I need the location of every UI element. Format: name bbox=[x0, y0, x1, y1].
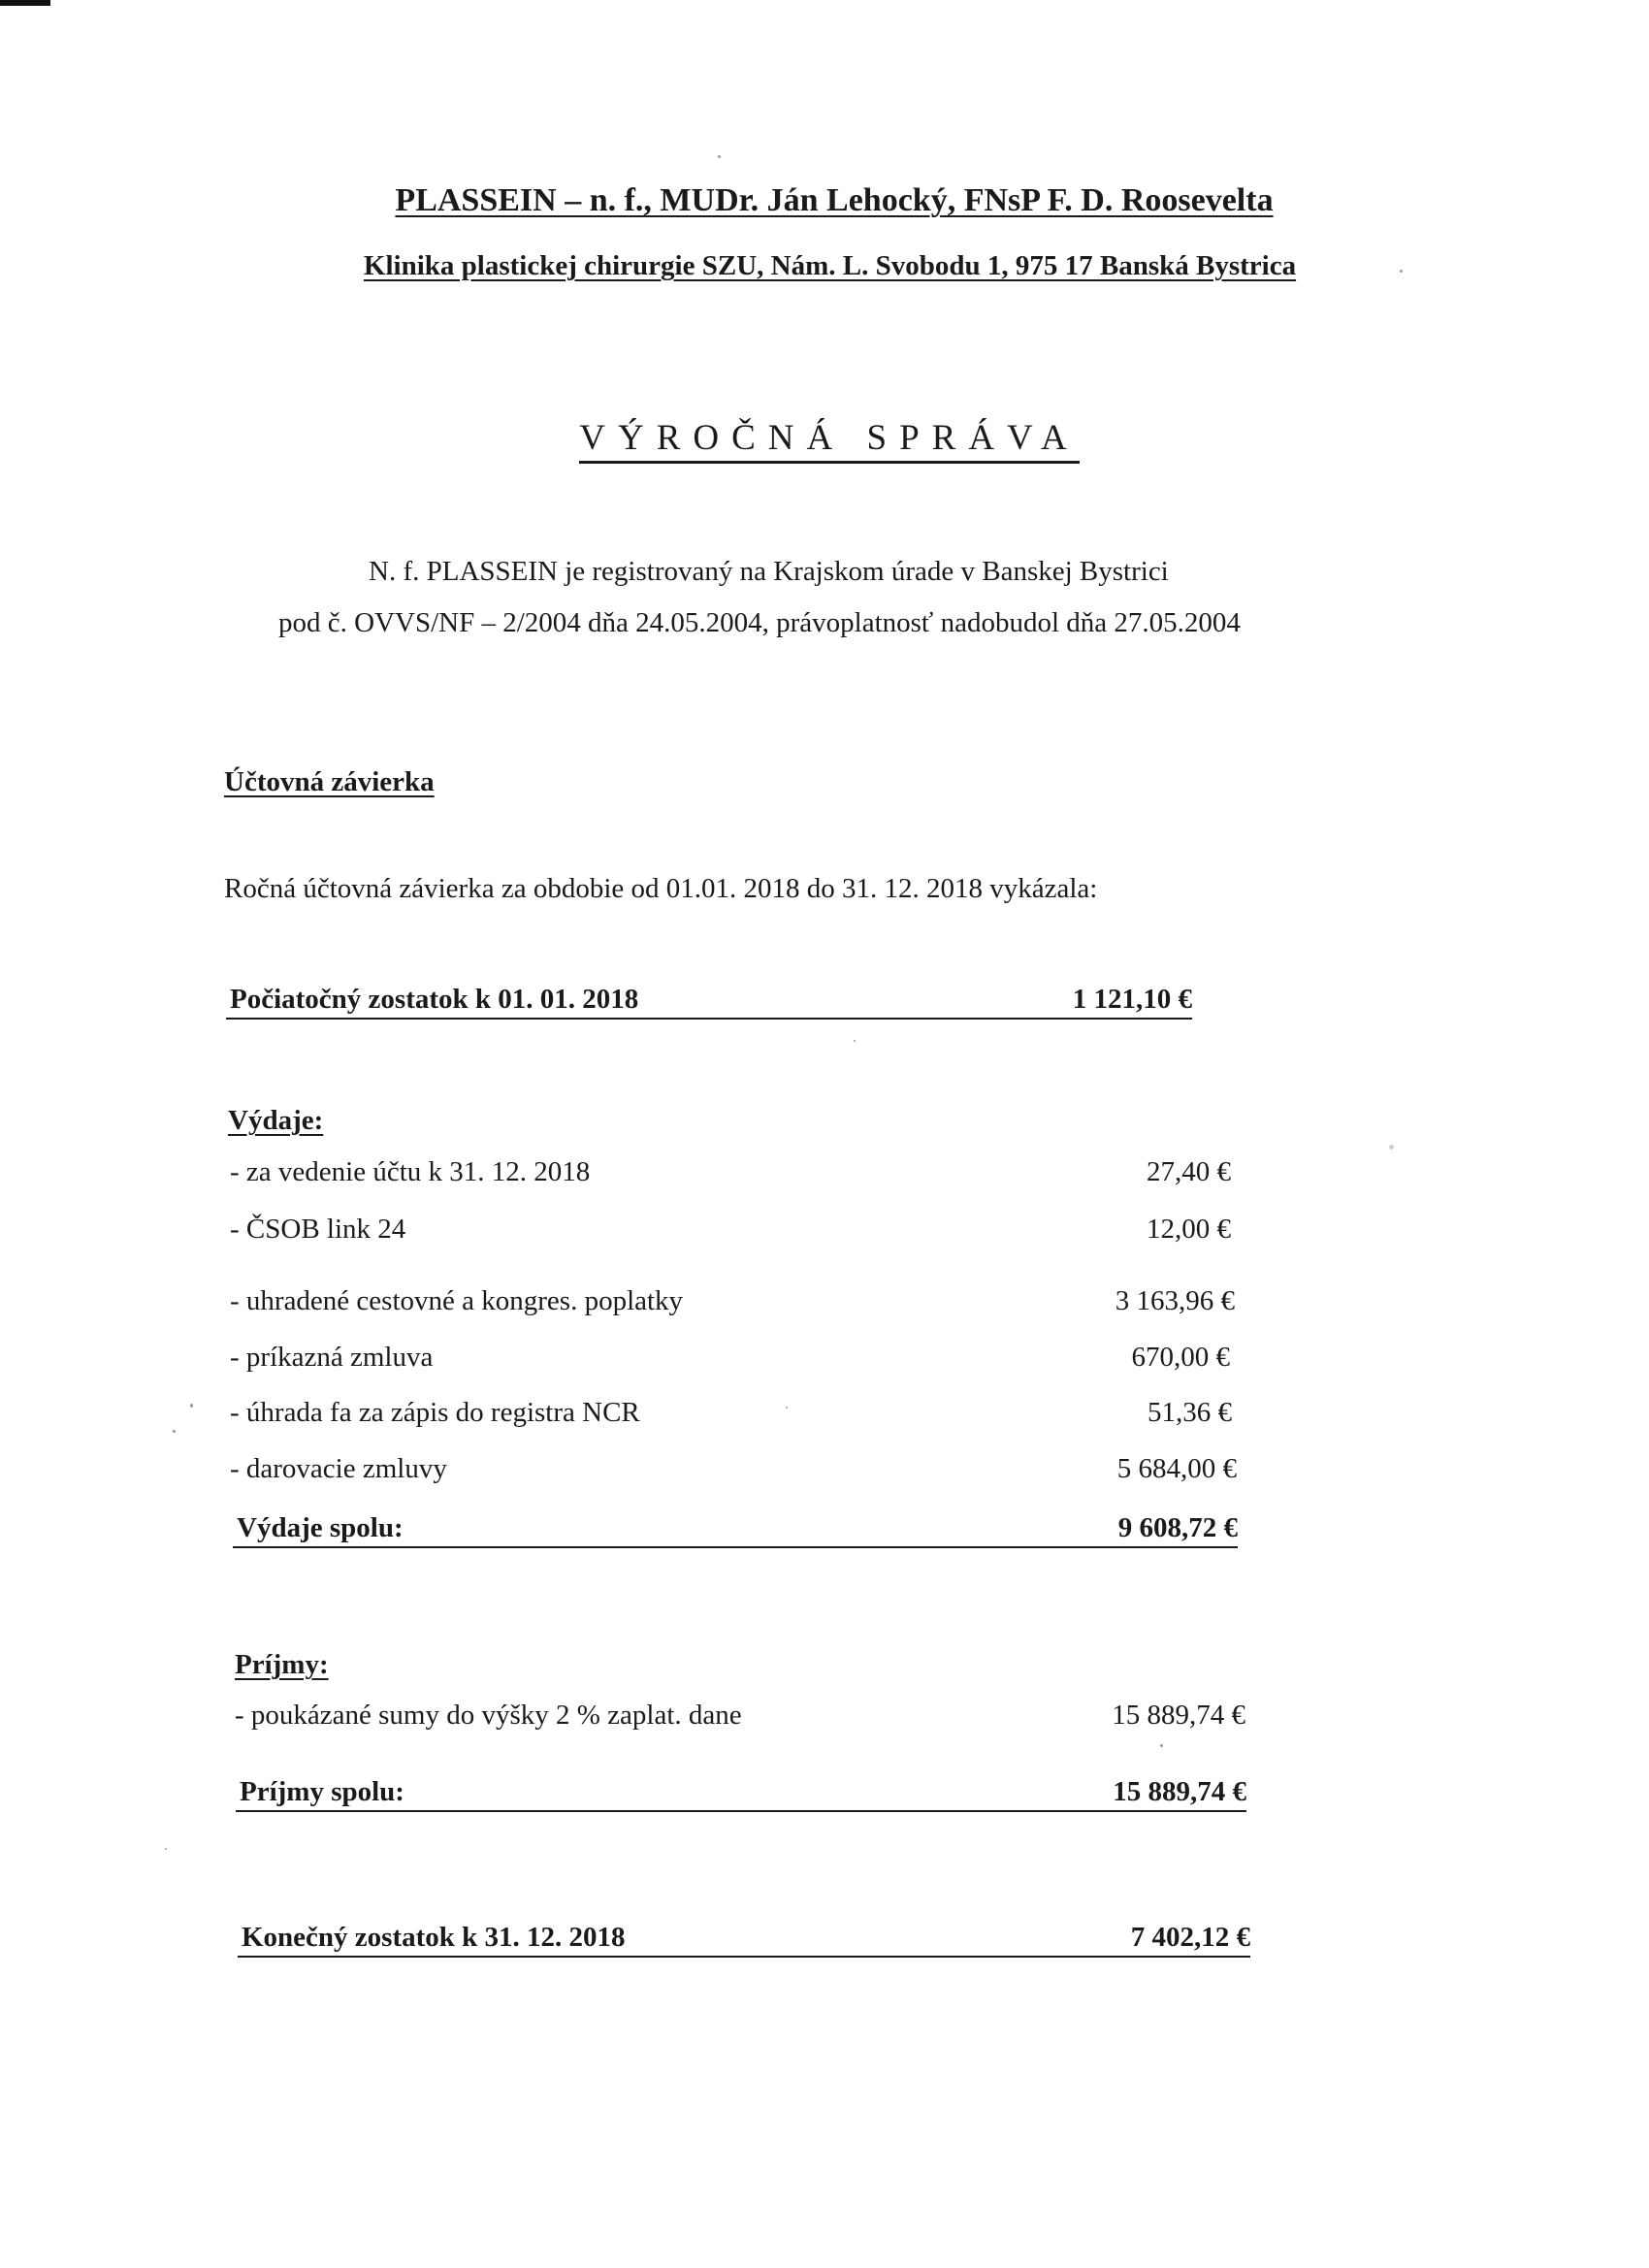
expense-item-value: 12,00 € bbox=[1147, 1214, 1231, 1245]
expense-item-value: 51,36 € bbox=[1148, 1397, 1232, 1428]
expense-item-label: - uhradené cestovné a kongres. poplatky bbox=[230, 1285, 684, 1316]
expense-item bbox=[230, 1453, 1237, 1488]
income-item-value: 15 889,74 € bbox=[1112, 1700, 1245, 1731]
expenses-heading: Výdaje: bbox=[228, 1105, 324, 1136]
scan-speck bbox=[165, 1848, 167, 1850]
expense-item-value: 27,40 € bbox=[1147, 1156, 1231, 1187]
expense-item bbox=[230, 1342, 1230, 1377]
opening-balance-label: Počiatočný zostatok k 01. 01. 2018 bbox=[230, 984, 639, 1015]
income-total-label: Príjmy spolu: bbox=[240, 1776, 404, 1807]
expense-item-label: - úhrada fa za zápis do registra NCR bbox=[230, 1397, 640, 1428]
scan-speck bbox=[1400, 270, 1403, 273]
income-heading: Príjmy: bbox=[235, 1649, 329, 1680]
expense-item bbox=[230, 1156, 1231, 1191]
expense-item-value: 670,00 € bbox=[1131, 1342, 1230, 1373]
income-item-label: - poukázané sumy do výšky 2 % zaplat. dane bbox=[235, 1700, 742, 1731]
accounts-intro: Ročná účtovná závierka za obdobie od 01.01. 2018 do 31. 12. 2018 vykázala: bbox=[224, 873, 1098, 904]
scan-speck bbox=[718, 155, 721, 158]
income-total-value: 15 889,74 € bbox=[1113, 1776, 1246, 1807]
address-header bbox=[0, 250, 1649, 282]
scan-corner-mark bbox=[0, 0, 50, 6]
closing-balance-value: 7 402,12 € bbox=[1130, 1922, 1250, 1953]
closing-balance-row bbox=[238, 1921, 1250, 1958]
income-total-row bbox=[236, 1775, 1246, 1812]
organization-header bbox=[0, 182, 1649, 219]
expenses-total-label: Výdaje spolu: bbox=[237, 1512, 404, 1543]
document-title bbox=[0, 417, 1649, 464]
opening-balance-value: 1 121,10 € bbox=[1072, 984, 1192, 1015]
expense-item-label: - príkazná zmluva bbox=[230, 1342, 434, 1373]
expense-item-value: 5 684,00 € bbox=[1116, 1453, 1237, 1484]
expense-item-label: - darovacie zmluvy bbox=[230, 1453, 447, 1484]
organization-address: Klinika plastickej chirurgie SZU, Nám. L. Svobodu 1, 975 17 Banská Bystrica bbox=[363, 250, 1297, 281]
registration-line-1: N. f. PLASSEIN je registrovaný na Krajskom úrade v Banskej Bystrici bbox=[369, 556, 1169, 587]
organization-name: PLASSEIN – n. f., MUDr. Ján Lehocký, FNsP F. D. Roosevelta bbox=[395, 182, 1274, 218]
expense-item bbox=[230, 1397, 1232, 1432]
expenses-total-value: 9 608,72 € bbox=[1117, 1512, 1238, 1543]
income-item bbox=[235, 1700, 1245, 1734]
expense-item-label: - ČSOB link 24 bbox=[230, 1214, 406, 1245]
document-title-text: VÝROČNÁ SPRÁVA bbox=[579, 417, 1079, 464]
scan-speck bbox=[786, 1407, 788, 1409]
expense-item-value: 3 163,96 € bbox=[1115, 1285, 1235, 1316]
scan-speck bbox=[190, 1404, 193, 1408]
expense-item-label: - za vedenie účtu k 31. 12. 2018 bbox=[230, 1156, 591, 1187]
registration-line-2: pod č. OVVS/NF – 2/2004 dňa 24.05.2004, právoplatnosť nadobudol dňa 27.05.2004 bbox=[278, 607, 1241, 638]
scan-speck bbox=[1160, 1744, 1163, 1747]
scan-speck bbox=[1389, 1145, 1394, 1150]
scan-speck bbox=[854, 1040, 856, 1042]
closing-balance-label: Konečný zostatok k 31. 12. 2018 bbox=[242, 1922, 626, 1953]
accounts-heading: Účtovná závierka bbox=[224, 766, 435, 797]
opening-balance-row bbox=[226, 983, 1192, 1020]
expense-item bbox=[230, 1285, 1235, 1320]
expense-item bbox=[230, 1214, 1231, 1248]
scan-speck bbox=[173, 1430, 176, 1433]
expenses-total-row bbox=[233, 1511, 1238, 1548]
